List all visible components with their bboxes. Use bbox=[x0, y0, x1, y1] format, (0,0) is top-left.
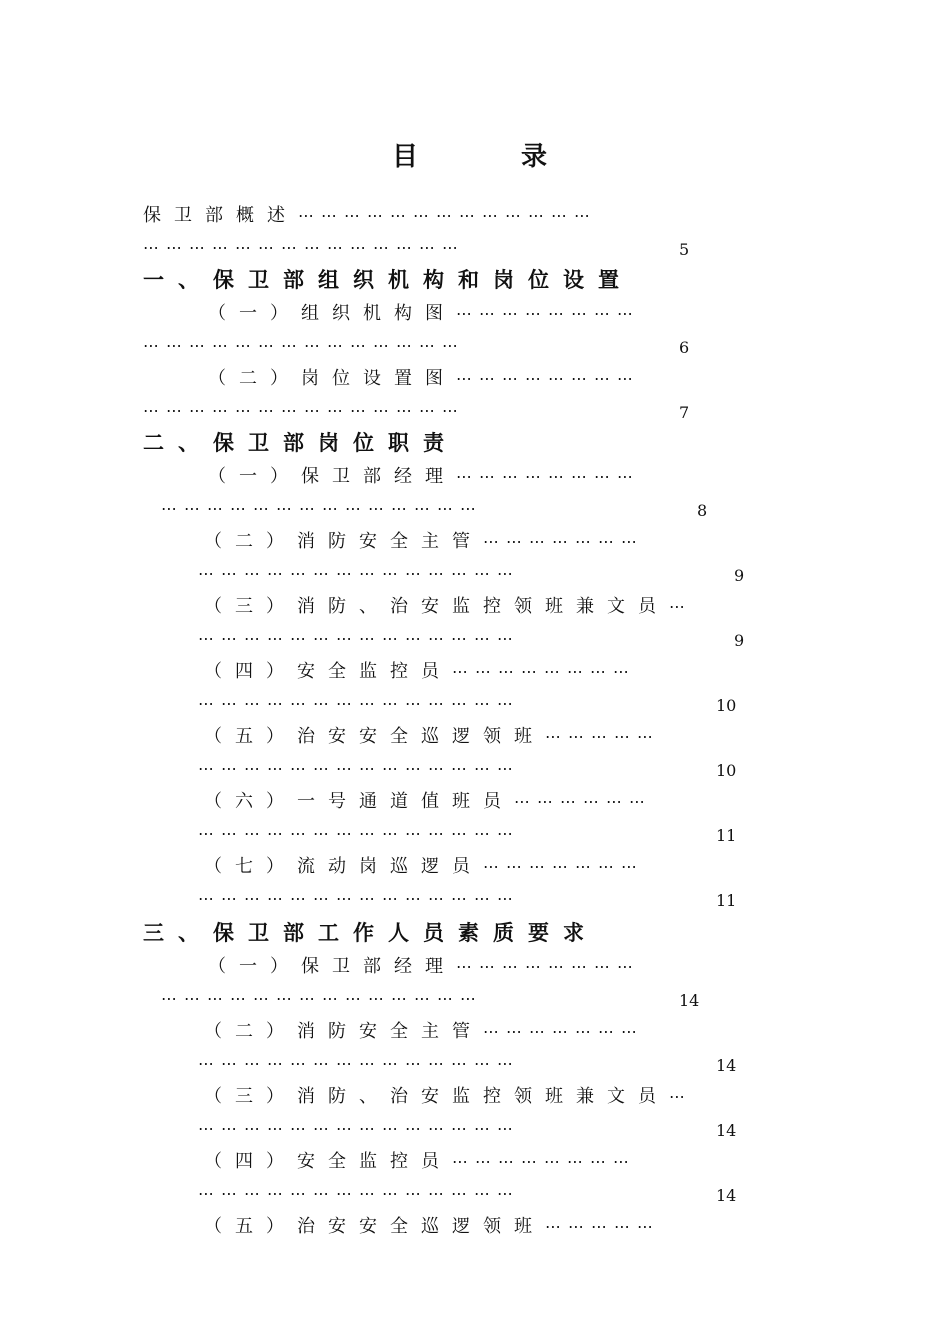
leader-dots: ⋯⋯⋯⋯⋯⋯⋯ bbox=[483, 1022, 644, 1041]
toc-page-number: 14 bbox=[679, 991, 700, 1010]
leader-dots: ⋯⋯⋯⋯⋯⋯⋯⋯ bbox=[452, 662, 636, 681]
toc-entry-label: （三）消防、治安监控领班兼文员 bbox=[204, 596, 669, 617]
toc-leader-row bbox=[198, 1182, 520, 1206]
toc-entry-label: （五）治安安全巡逻领班 bbox=[204, 726, 545, 747]
toc-page-number: 14 bbox=[716, 1186, 737, 1205]
toc-page-number: 8 bbox=[697, 501, 708, 520]
leader-dots: ⋯⋯⋯⋯⋯⋯⋯⋯⋯⋯⋯⋯⋯⋯ bbox=[161, 989, 483, 1008]
leader-dots: ⋯⋯⋯⋯⋯⋯⋯⋯⋯⋯⋯⋯⋯⋯ bbox=[198, 629, 520, 648]
leader-dots: ⋯⋯⋯⋯⋯⋯⋯⋯⋯⋯⋯⋯⋯⋯ bbox=[143, 238, 465, 257]
leader-dots: ⋯ bbox=[669, 1087, 692, 1106]
toc-entry-label: （五）治安安全巡逻领班 bbox=[204, 1216, 545, 1237]
toc-entry-label: （六）一号通道值班员 bbox=[204, 791, 514, 812]
toc-entry-label: （三）消防、治安监控领班兼文员 bbox=[204, 1086, 669, 1107]
toc-page-number: 9 bbox=[734, 631, 745, 650]
leader-dots: ⋯⋯⋯⋯⋯⋯⋯⋯ bbox=[452, 1152, 636, 1171]
toc-page-number: 14 bbox=[716, 1121, 737, 1140]
leader-dots: ⋯⋯⋯⋯⋯⋯⋯⋯⋯⋯⋯⋯⋯⋯ bbox=[198, 1119, 520, 1138]
toc-page-number: 6 bbox=[679, 338, 690, 357]
toc-leader-row bbox=[161, 497, 483, 521]
section-heading-2[interactable]: 二、保卫部岗位职责 bbox=[143, 430, 458, 455]
toc-entry[interactable] bbox=[204, 790, 652, 814]
toc-entry[interactable] bbox=[204, 1085, 692, 1109]
toc-entry[interactable] bbox=[208, 465, 640, 489]
toc-entry-overview[interactable] bbox=[143, 204, 597, 228]
leader-dots: ⋯⋯⋯⋯⋯⋯⋯⋯⋯⋯⋯⋯⋯⋯ bbox=[198, 1184, 520, 1203]
leader-dots: ⋯⋯⋯⋯⋯⋯⋯ bbox=[483, 857, 644, 876]
leader-dots: ⋯⋯⋯⋯⋯⋯⋯⋯⋯⋯⋯⋯⋯⋯ bbox=[198, 824, 520, 843]
leader-dots: ⋯⋯⋯⋯⋯⋯⋯⋯ bbox=[456, 369, 640, 388]
title-char-2: 录 bbox=[521, 142, 548, 172]
leader-dots: ⋯⋯⋯⋯⋯⋯⋯⋯ bbox=[456, 304, 640, 323]
toc-entry[interactable] bbox=[204, 1150, 636, 1174]
leader-dots: ⋯⋯⋯⋯⋯⋯⋯⋯⋯⋯⋯⋯⋯⋯ bbox=[143, 401, 465, 420]
leader-dots: ⋯⋯⋯⋯⋯ bbox=[545, 1217, 660, 1236]
toc-page-number: 11 bbox=[716, 826, 737, 845]
leader-dots: ⋯⋯⋯⋯⋯ bbox=[545, 727, 660, 746]
title-char-1: 目 bbox=[392, 142, 419, 172]
toc-leader-row bbox=[198, 1052, 520, 1076]
toc-entry-label: （二）消防安全主管 bbox=[204, 531, 483, 552]
toc-entry-label: （七）流动岗巡逻员 bbox=[204, 856, 483, 877]
leader-dots: ⋯⋯⋯⋯⋯⋯ bbox=[514, 792, 652, 811]
toc-page-number: 5 bbox=[679, 240, 690, 259]
leader-dots: ⋯⋯⋯⋯⋯⋯⋯⋯ bbox=[456, 957, 640, 976]
section-heading-3[interactable]: 三、保卫部工作人员素质要求 bbox=[143, 920, 598, 945]
toc-entry[interactable] bbox=[208, 367, 640, 391]
toc-page-number: 10 bbox=[716, 761, 737, 780]
toc-page-number: 14 bbox=[716, 1056, 737, 1075]
toc-page-number: 7 bbox=[679, 403, 690, 422]
leader-dots: ⋯⋯⋯⋯⋯⋯⋯⋯⋯⋯⋯⋯⋯⋯ bbox=[198, 1054, 520, 1073]
toc-leader-row bbox=[198, 822, 520, 846]
toc-leader-row bbox=[198, 757, 520, 781]
toc-entry-label: （一）保卫部经理 bbox=[208, 956, 456, 977]
toc-entry[interactable] bbox=[204, 660, 636, 684]
leader-dots: ⋯⋯⋯⋯⋯⋯⋯⋯⋯⋯⋯⋯⋯ bbox=[298, 206, 597, 225]
toc-entry[interactable] bbox=[204, 725, 660, 749]
toc-leader-row bbox=[198, 887, 520, 911]
toc-page-number: 11 bbox=[716, 891, 737, 910]
toc-page-number: 9 bbox=[734, 566, 745, 585]
leader-dots: ⋯⋯⋯⋯⋯⋯⋯⋯⋯⋯⋯⋯⋯⋯ bbox=[198, 564, 520, 583]
section-heading-1[interactable]: 一、保卫部组织机构和岗位设置 bbox=[143, 267, 633, 292]
toc-entry[interactable] bbox=[204, 1215, 660, 1239]
leader-dots: ⋯⋯⋯⋯⋯⋯⋯⋯⋯⋯⋯⋯⋯⋯ bbox=[198, 889, 520, 908]
toc-leader-row bbox=[198, 562, 520, 586]
toc-entry-label: （一）组织机构图 bbox=[208, 303, 456, 324]
toc-leader-row bbox=[161, 987, 483, 1011]
leader-dots: ⋯⋯⋯⋯⋯⋯⋯⋯⋯⋯⋯⋯⋯⋯ bbox=[161, 499, 483, 518]
toc-entry[interactable] bbox=[208, 955, 640, 979]
leader-dots: ⋯⋯⋯⋯⋯⋯⋯⋯⋯⋯⋯⋯⋯⋯ bbox=[198, 759, 520, 778]
toc-leader-row bbox=[198, 1117, 520, 1141]
toc-leader-row bbox=[143, 236, 465, 260]
leader-dots: ⋯⋯⋯⋯⋯⋯⋯⋯ bbox=[456, 467, 640, 486]
toc-entry-label: （四）安全监控员 bbox=[204, 1151, 452, 1172]
toc-entry-label: （四）安全监控员 bbox=[204, 661, 452, 682]
toc-entry-label: （二）消防安全主管 bbox=[204, 1021, 483, 1042]
toc-entry-label: （二）岗位设置图 bbox=[208, 368, 456, 389]
toc-leader-row bbox=[198, 627, 520, 651]
toc-entry[interactable] bbox=[204, 530, 644, 554]
toc-entry[interactable] bbox=[208, 302, 640, 326]
toc-entry-label: 保卫部概述 bbox=[143, 205, 298, 226]
leader-dots: ⋯⋯⋯⋯⋯⋯⋯ bbox=[483, 532, 644, 551]
toc-entry[interactable] bbox=[204, 855, 644, 879]
toc-entry[interactable] bbox=[204, 1020, 644, 1044]
toc-leader-row bbox=[198, 692, 520, 716]
leader-dots: ⋯ bbox=[669, 597, 692, 616]
leader-dots: ⋯⋯⋯⋯⋯⋯⋯⋯⋯⋯⋯⋯⋯⋯ bbox=[143, 336, 465, 355]
toc-entry[interactable] bbox=[204, 595, 692, 619]
toc-leader-row bbox=[143, 399, 465, 423]
leader-dots: ⋯⋯⋯⋯⋯⋯⋯⋯⋯⋯⋯⋯⋯⋯ bbox=[198, 694, 520, 713]
toc-leader-row bbox=[143, 334, 465, 358]
toc-page-number: 10 bbox=[716, 696, 737, 715]
toc-entry-label: （一）保卫部经理 bbox=[208, 466, 456, 487]
